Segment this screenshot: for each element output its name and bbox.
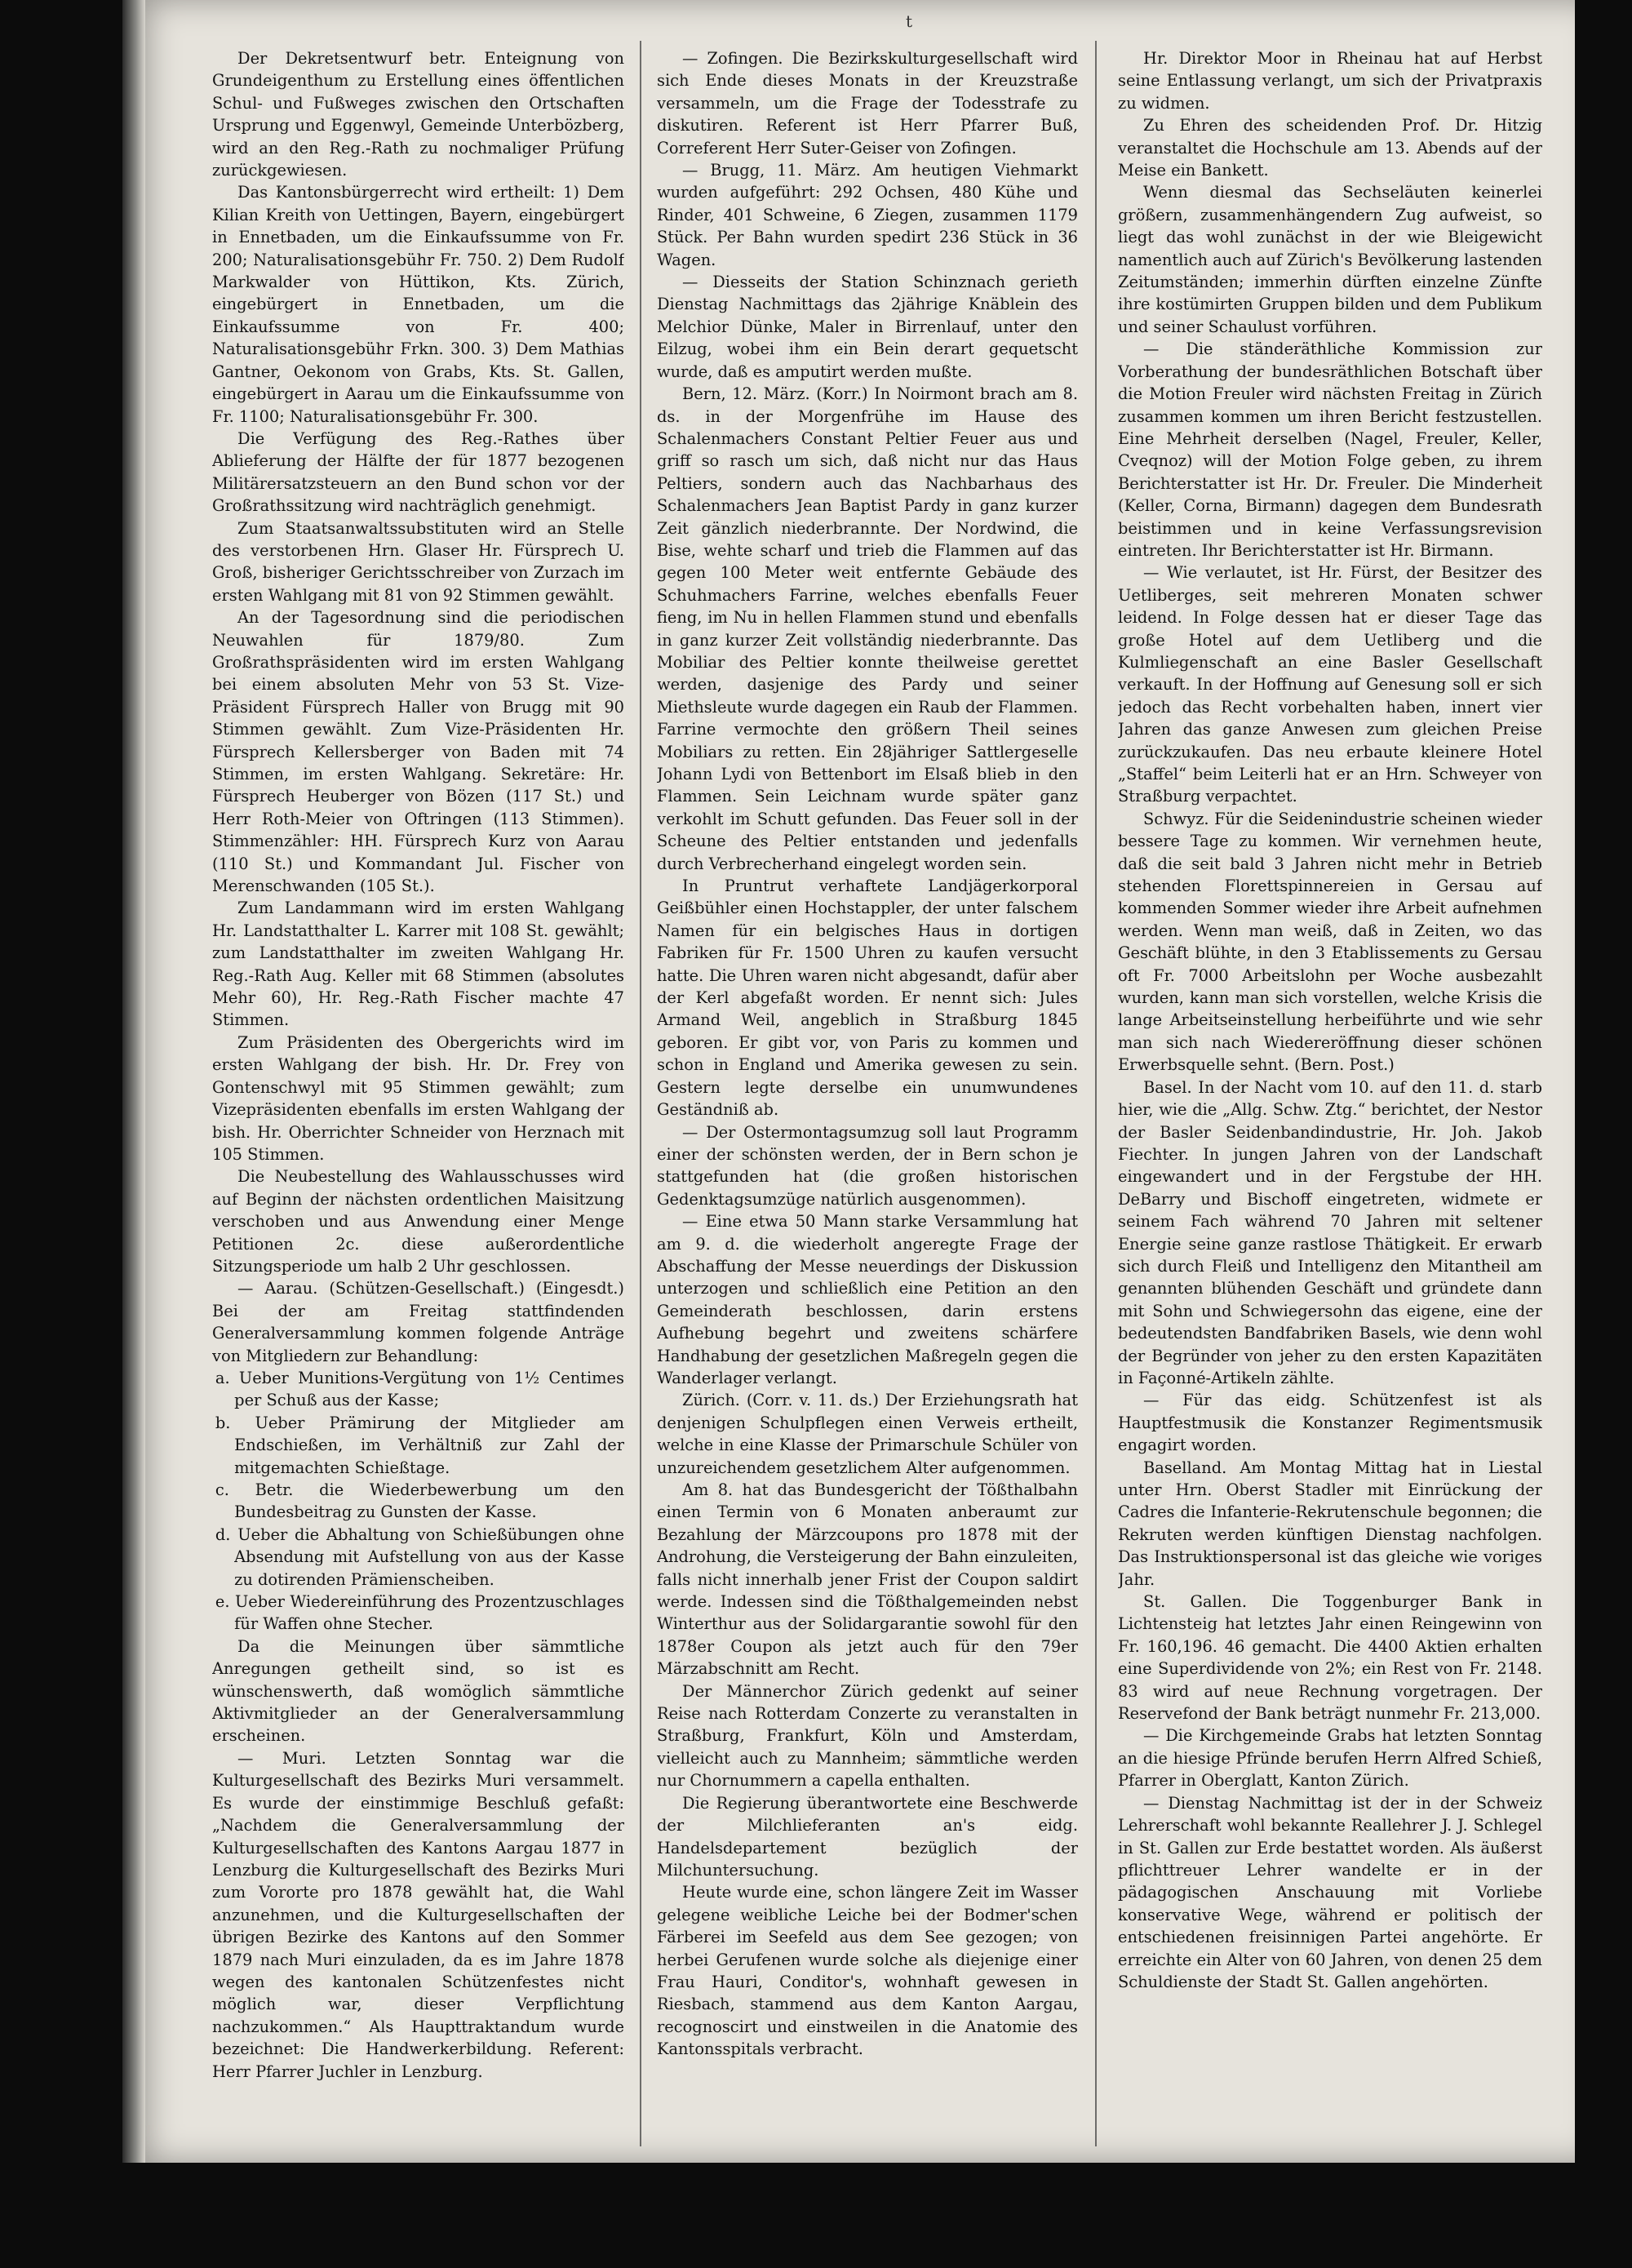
article-paragraph: Der Dekretsentwurf betr. Enteignung von Grundeigenthum zu Erstellung eines öffentlichen Schul- und Fußweges zwischen den Ortschaften Ursprung und Eggenwyl, Gemeinde Unterbözberg, wird an den Reg.-Rath zu nochmaliger Prüfung zurückgewiesen. (212, 49, 624, 180)
page-marker: t (906, 11, 913, 31)
article-paragraph: — Wie verlautet, ist Hr. Fürst, der Besitzer des Uetliberges, seit mehreren Monaten schwer leidend. In Folge dessen hat er dieser Tage das große Hotel auf dem Uetliberg und die Kulmliegenschaft an eine Basler Gesellschaft verkauft. In der Hoffnung auf Genesung soll er sich jedoch das Recht vorbehalten haben, innert vier Jahren das ganze Anwesen zum gleichen Preise zurückzukaufen. Das neu erbaute kleinere Hotel „Staffel“ beim Leiterli hat er an Hrn. Schweyer von Straßburg verpachtet. (1118, 563, 1542, 806)
newspaper-page (122, 0, 1575, 2163)
article-paragraph: — Der Ostermontagsumzug soll laut Programm einer der schönsten werden, der in Bern schon je stattgefunden hat (die großen historischen Gedenktagsumzüge natürlich ausgenommen). (657, 1122, 1078, 1209)
article-paragraph: — Diesseits der Station Schinznach gerieth Dienstag Nachmittags das 2jährige Knäblein des Melchior Dünke, Maler in Birrenlauf, unter den Eilzug, wobei ihm ein Bein derart gequetscht wurde, daß es amputirt werden mußte. (657, 273, 1078, 381)
article-paragraph: Die Regierung überantwortete eine Beschwerde der Milchlieferanten an's eidg. Handelsdepartement bezüglich der Milchuntersuchung. (657, 1793, 1078, 1880)
article-paragraph: — Dienstag Nachmittag ist der in der Schweiz Lehrerschaft wohl bekannte Reallehrer J. J. Schlegel in St. Gallen zur Erde bestattet worden. Als äußerst pflichttreuer Lehrer wandelte er in der pädagogischen Anschauung mit Vorliebe konservative Wege, während er politisch der entschiedenen freisinnigen Partei angehörte. Er erreichte ein Alter von 60 Jahren, von denen 25 dem Schuldienste der Stadt St. Gallen angehörten. (1118, 1793, 1542, 1991)
article-paragraph: Hr. Direktor Moor in Rheinau hat auf Herbst seine Entlassung verlangt, um sich der Privatpraxis zu widmen. (1118, 49, 1542, 113)
article-paragraph: Basel. In der Nacht vom 10. auf den 11. d. starb hier, wie die „Allg. Schw. Ztg.“ berichtet, der Nestor der Basler Seidenbandindustrie, Hr. Joh. Jakob Fiechter. In jungen Jahren von der Landschaft eingewandert und in der Fergstube der HH. DeBarry und Bischoff eingetreten, widmete er seinem Fach während 70 Jahren mit seltener Energie seine ganze rastlose Thätigkeit. Er erwarb sich durch Fleiß und Intelligenz den Mitantheil am genannten blühenden Geschäft und gründete dann mit Sohn und Schwiegersohn das eigene, eine der bedeutendsten Bandfabriken Basels, wie denn wohl der Begründer von jeher zu den ersten Kapazitäten in Façonné-Artikeln zählte. (1118, 1077, 1542, 1387)
article-paragraph: — Die ständeräthliche Kommission zur Vorberathung der bundesräthlichen Botschaft über die Motion Freuler wird nächsten Freitag in Zürich zusammen kommen um ihren Bericht festzustellen. Eine Mehrheit derselben (Nagel, Freuler, Keller, Cveqnoz) will der Motion Folge geben, zu ihrem Berichterstatter ist Hr. Dr. Freuler. Die Minderheit (Keller, Corna, Birmann) dagegen dem Bundesrath beistimmen und in keine Verfassungsrevision eintreten. Ihr Berichterstatter ist Hr. Birmann. (1118, 340, 1542, 560)
article-paragraph: — Muri. Letzten Sonntag war die Kulturgesellschaft des Bezirks Muri versammelt. Es wurde der einstimmige Beschluß gefaßt: „Nachdem die Generalversammlung der Kulturgesellschaften des Kantons Aargau 1877 in Lenzburg die Kulturgesellschaft des Bezirks Muri zum Vororte pro 1878 gewählt hat, die Wahl anzunehmen, und die Kulturgesellschaften der übrigen Bezirke des Kantons auf den Sommer 1879 nach Muri einzuladen, da es im Jahre 1878 wegen des kantonalen Schützenfestes nicht möglich war, dieser Verpflichtung nachzukommen.“ Als Haupttraktandum wurde bezeichnet: Die Handwerkerbildung. Referent: Herr Pfarrer Juchler in Lenzburg. (212, 1748, 624, 2081)
article-paragraph: — Die Kirchgemeinde Grabs hat letzten Sonntag an die hiesige Pfründe berufen Herrn Alfred Schieß, Pfarrer in Oberglatt, Kanton Zürich. (1118, 1726, 1542, 1791)
article-paragraph: In Pruntrut verhaftete Landjägerkorporal Geißbühler einen Hochstappler, der unter falschem Namen für ein belgisches Haus in dortigen Fabriken für Fr. 1500 Uhren zu kaufen versucht hatte. Die Uhren waren nicht abgesandt, dafür aber der Kerl abgefaßt worden. Er nennt sich: Jules Armand Weil, angeblich in Straßburg 1845 geboren. Er gibt vor, von Paris zu kommen und schon in England und Amerika gewesen zu sein. Gestern legte derselbe ein unumwundenes Geständniß ab. (657, 877, 1078, 1120)
article-paragraph: — Zofingen. Die Bezirkskulturgesellschaft wird sich Ende dieses Monats in der Kreuzstraße versammeln, um die Frage der Todesstrafe zu diskutiren. Referent ist Herr Pfarrer Buß, Correferent Herr Suter-Geiser von Zofingen. (657, 49, 1078, 158)
article-paragraph: Baselland. Am Montag Mittag hat in Liestal unter Hrn. Oberst Stadler mit Einrückung der Cadres die Infanterie-Rekrutenschule begonnen; die Rekruten werden künftigen Dienstag nachfolgen. Das Instruktionspersonal ist das gleiche wie voriges Jahr. (1118, 1458, 1542, 1589)
article-paragraph: An der Tagesordnung sind die periodischen Neuwahlen für 1879/80. Zum Großrathspräsidenten wird im ersten Wahlgang bei einem absoluten Mehr von 53 St. Vize-Präsident Fürsprech Haller von Brugg mit 90 Stimmen gewählt. Zum Vize-Präsidenten Hr. Fürsprech Kellersberger von Baden mit 74 Stimmen, im ersten Wahlgang. Sekretäre: Hr. Fürsprech Heuberger von Bözen (117 St.) und Herr Roth-Meier von Oftringen (113 Stimmen). Stimmenzähler: HH. Fürsprech Kurz von Aarau (110 St.) und Kommandant Jul. Fischer von Merenschwanden (105 St.). (212, 608, 624, 896)
column-rule (640, 41, 641, 2146)
list-item: d. Ueber die Abhaltung von Schießübungen ohne Absendung mit Aufstellung von aus der Kasse zu dotirenden Prämienscheiben. (215, 1525, 624, 1589)
column-1 (212, 47, 624, 2146)
article-paragraph: Bern, 12. März. (Korr.) In Noirmont brach am 8. ds. in der Morgenfrühe im Hause des Schalenmachers Constant Peltier Feuer aus und griff so rasch um sich, daß nicht nur das Haus Peltiers, sondern auch das Nachbarhaus des Schalenmachers Jean Baptist Pardy in ganz kurzer Zeit gänzlich niederbrannte. Der Nordwind, die Bise, wehte scharf und trieb die Flammen auf das gegen 100 Meter weit entfernte Gebäude des Schuhmachers Farrine, welches ebenfalls Feuer fieng, im Nu in hellen Flammen stund und ebenfalls in ganz kurzer Zeit vollständig niederbrannte. Das Mobiliar des Peltier konnte theilweise gerettet werden, dasjenige des Pardy und seiner Miethsleute wurde dagegen ein Raub der Flammen. Farrine vermochte den größern Theil seines Mobiliars zu retten. Ein 28jähriger Sattlergeselle Johann Lydi von Bettenbort im Elsaß blieb in den Flammen. Sein Leichnam wurde später ganz verkohlt im Schutt gefunden. Das Feuer soll in der Scheune des Peltier entstanden und jedenfalls durch Verbrecherhand eingelegt worden sein. (657, 384, 1078, 873)
article-paragraph: Wenn diesmal das Sechseläuten keinerlei größern, zusammenhängendern Zug aufweist, so liegt das wohl zunächst in der wie Bleigewicht namentlich auch auf Zürich's Bevölkerung lastenden Zeitumständen; immerhin dürften einzelne Zünfte ihre kostümirten Gruppen bilden und dem Publikum und seiner Schaulust vorführen. (1118, 183, 1542, 336)
article-paragraph: Zum Präsidenten des Obergerichts wird im ersten Wahlgang der bish. Hr. Dr. Frey von Gontenschwyl mit 95 Stimmen gewählt; zum Vizepräsidenten ebenfalls im ersten Wahlgang der bish. Hr. Oberrichter Schneider von Herznach mit 105 Stimmen. (212, 1032, 624, 1164)
article-paragraph: Der Männerchor Zürich gedenkt auf seiner Reise nach Rotterdam Conzerte zu veranstalten in Straßburg, Frankfurt, Köln und Amsterdam, vielleicht auch zu Mannheim; sämmtliche werden nur Chornummern a capella enthalten. (657, 1681, 1078, 1791)
article-paragraph: Heute wurde eine, schon längere Zeit im Wasser gelegene weibliche Leiche bei der Bodmer'schen Färberei im Seefeld aus dem See gezogen; von herbei Gerufenen wurde solche als diejenige einer Frau Hauri, Conditor's, wohnhaft gewesen in Riesbach, stammend aus dem Kanton Aargau, recognoscirt und einstweilen in die Anatomie des Kantonsspitals verbracht. (657, 1883, 1078, 2059)
list-item: e. Ueber Wiedereinführung des Prozentzuschlages für Waffen ohne Stecher. (215, 1592, 624, 1634)
article-paragraph: Die Neubestellung des Wahlausschusses wird auf Beginn der nächsten ordentlichen Maisitzung verschoben und aus Anwendung einer Menge Petitionen 2c. diese außerordentliche Sitzungsperiode um halb 2 Uhr geschlossen. (212, 1167, 624, 1276)
column-rule (1095, 41, 1097, 2146)
article-paragraph: Zu Ehren des scheidenden Prof. Dr. Hitzig veranstaltet die Hochschule am 13. Abends auf der Meise ein Bankett. (1118, 116, 1542, 180)
article-paragraph: St. Gallen. Die Toggenburger Bank in Lichtensteig hat letztes Jahr einen Reingewinn von Fr. 160,196. 46 gemacht. Die 4400 Aktien erhalten eine Superdividende von 2%; ein Rest von Fr. 2148. 83 wird auf neue Rechnung vorgetragen. Der Reservefond der Bank beträgt nunmehr Fr. 213,000. (1118, 1592, 1542, 1724)
list-item: a. Ueber Munitions-Vergütung von 1½ Centimes per Schuß aus der Kasse; (215, 1368, 624, 1410)
article-paragraph: — Für das eidg. Schützenfest ist als Hauptfestmusik die Konstanzer Regimentsmusik engagirt worden. (1118, 1391, 1542, 1455)
article-paragraph: Die Verfügung des Reg.-Rathes über Ablieferung der Hälfte der für 1877 bezogenen Militärersatzsteuern an den Bund schon vor der Großrathssitzung wird nachträglich genehmigt. (212, 428, 624, 516)
article-paragraph: Zum Landammann wird im ersten Wahlgang Hr. Landstatthalter L. Karrer mit 108 St. gewählt; zum Landstatthalter im zweiten Wahlgang Hr. Reg.-Rath Aug. Keller mit 68 Stimmen (absolutes Mehr 60), Hr. Reg.-Rath Fischer machte 47 Stimmen. (212, 899, 624, 1030)
article-paragraph: Zum Staatsanwaltssubstituten wird an Stelle des verstorbenen Hrn. Glaser Hr. Fürsprech U. Groß, bisheriger Gerichtsschreiber von Zurzach im ersten Wahlgang mit 81 von 92 Stimmen gewählt. (212, 518, 624, 605)
column-2 (657, 47, 1078, 2146)
article-paragraph: — Eine etwa 50 Mann starke Versammlung hat am 9. d. die wiederholt angeregte Frage der Abschaffung der Messe neuerdings der Diskussion unterzogen und schließlich eine Petition an den Gemeinderath beschlossen, darin erstens Aufhebung begehrt und zweitens schärfere Handhabung der gesetzlichen Maßregeln gegen die Wanderlager verlangt. (657, 1212, 1078, 1387)
article-paragraph: — Aarau. (Schützen-Gesellschaft.) (Eingesdt.) Bei der am Freitag stattfindenden Generalversammlung kommen folgende Anträge von Mitgliedern zur Behandlung: (212, 1279, 624, 1365)
article-paragraph: Zürich. (Corr. v. 11. ds.) Der Erziehungsrath hat denjenigen Schulpflegen einen Verweis ertheilt, welche in eine Klasse der Primarschule Schüler von unzureichendem gesetzlichem Alter aufgenommen. (657, 1391, 1078, 1477)
article-paragraph: Schwyz. Für die Seidenindustrie scheinen wieder bessere Tage zu kommen. Wir vernehmen heute, daß die seit bald 3 Jahren nicht mehr in Betrieb stehenden Florettspinnereien in Gersau auf kommenden Sommer wieder ihre Arbeit aufnehmen werden. Wenn man weiß, daß in Zeiten, wo das Geschäft blühte, in den 3 Etablissements zu Gersau oft Fr. 7000 Arbeitslohn per Woche ausbezahlt wurden, kann man sich vorstellen, welche Krisis die lange Arbeitseinstellung herbeiführte und wie sehr man sich nach Wiedereröffnung dieser schönen Erwerbsquelle sehnt. (Bern. Post.) (1118, 809, 1542, 1075)
article-paragraph: Da die Meinungen über sämmtliche Anregungen getheilt sind, so ist es wünschenswerth, daß womöglich sämmtliche Aktivmitglieder an der Generalversammlung erscheinen. (212, 1636, 624, 1746)
article-paragraph: Das Kantonsbürgerrecht wird ertheilt: 1) Dem Kilian Kreith von Uettingen, Bayern, eingebürgert in Ennetbaden, um die Einkaufssumme von Fr. 200; Naturalisationsgebühr Fr. 750. 2) Dem Rudolf Markwalder von Hüttikon, Kts. Zürich, eingebürgert in Ennetbaden, um die Einkaufssumme von Fr. 400; Naturalisationsgebühr Frkn. 300. 3) Dem Mathias Gantner, Oekonom von Grabs, Kts. St. Gallen, eingebürgert in Aarau um die Einkaufssumme von Fr. 1100; Naturalisationsgebühr Fr. 300. (212, 183, 624, 426)
article-paragraph: — Brugg, 11. März. Am heutigen Viehmarkt wurden aufgeführt: 292 Ochsen, 480 Kühe und Rinder, 401 Schweine, 6 Ziegen, zusammen 1179 Stück. Per Bahn wurden spedirt 236 Stück in 36 Wagen. (657, 161, 1078, 269)
binding-shadow (122, 0, 145, 2163)
list-item: b. Ueber Prämirung der Mitglieder am Endschießen, im Verhältniß zur Zahl der mitgemachten Schießtage. (215, 1413, 624, 1477)
column-3 (1118, 47, 1542, 2146)
list-item: c. Betr. die Wiederbewerbung um den Bundesbeitrag zu Gunsten der Kasse. (215, 1480, 624, 1522)
article-paragraph: Am 8. hat das Bundesgericht der Tößthalbahn einen Termin von 6 Monaten anberaumt zur Bezahlung der Märzcoupons pro 1878 mit der Androhung, die Versteigerung der Bahn einzuleiten, falls nicht innerhalb jener Frist der Coupon saldirt werde. Indessen sind die Tößthalgemeinden nebst Winterthur aus der Solidargarantie sowohl für den 1878er Coupon als jetzt auch für den 79er Märzabschnitt am Recht. (657, 1480, 1078, 1679)
